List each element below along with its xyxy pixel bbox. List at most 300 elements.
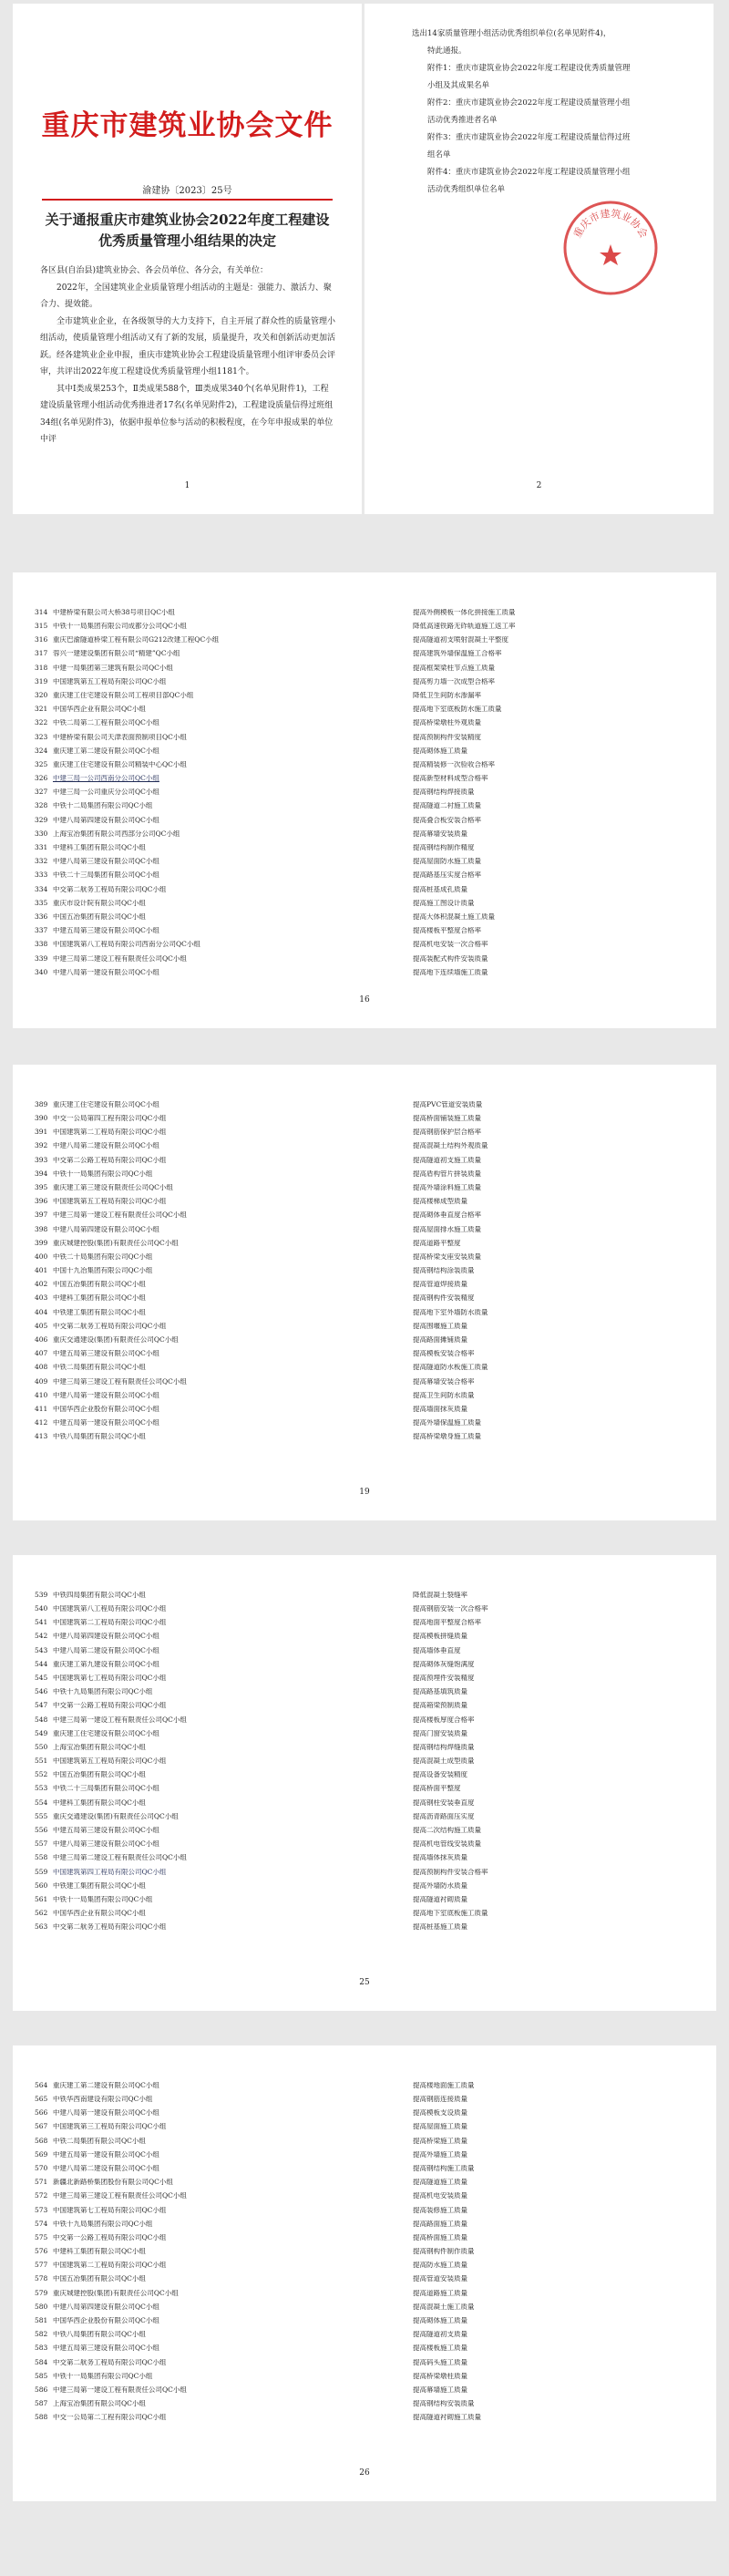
group-name: 中建八局第一建设有限公司QC小组 (53, 2109, 159, 2117)
list-row (35, 910, 694, 923)
page-number: 2 (536, 481, 542, 490)
list-row (35, 1740, 694, 1754)
list-row (35, 1209, 694, 1222)
list-row (35, 2383, 694, 2396)
list-row (35, 2396, 694, 2410)
project-topic: 提高钢结构施工质量 (413, 2164, 475, 2172)
list-row (35, 2300, 694, 2313)
group-name: 中国华西企业股份有限公司QC小组 (53, 1405, 159, 1413)
row-number: 330 (35, 829, 48, 838)
project-topic: 提高砌体灰缝饱满度 (413, 1660, 475, 1668)
page-number: 19 (359, 1488, 370, 1497)
row-number: 319 (35, 676, 48, 685)
list-row (35, 1139, 694, 1153)
project-topic: 降低高速铁路无砟轨道施工返工率 (413, 623, 516, 630)
row-number: 553 (35, 1784, 48, 1793)
group-name: 中建五局第三建设有限公司QC小组 (53, 2344, 159, 2352)
group-name: 中建八局第二建设有限公司QC小组 (53, 1142, 159, 1149)
row-number: 408 (35, 1363, 48, 1372)
group-name: 中建八局第一建设有限公司QC小组 (53, 968, 159, 976)
row-number: 563 (35, 1922, 48, 1932)
project-topic: 提高道路平整度 (413, 1239, 461, 1247)
project-topic: 提高墙面抹灰质量 (413, 1405, 467, 1413)
list-page-19 (13, 1065, 716, 1520)
decision-title (38, 210, 336, 252)
list-row (35, 1726, 694, 1740)
group-name: 中国建筑第二工程局有限公司QC小组 (53, 2262, 167, 2269)
list-row (35, 619, 694, 633)
group-name: 重庆巴渝隧道桥梁工程有限公司G212改建工程QC小组 (53, 636, 220, 644)
group-name: 中建三局第二建设工程有限责任公司QC小组 (53, 1854, 187, 1861)
group-name: 上海宝冶集团有限公司QC小组 (53, 1743, 146, 1751)
group-name: 中铁建工集团有限公司QC小组 (53, 1308, 146, 1316)
row-number: 569 (35, 2149, 48, 2159)
project-topic: 提高施工图设计质量 (413, 899, 475, 907)
list-row (35, 1236, 694, 1250)
project-topic: 提高PVC管道安装质量 (413, 1100, 483, 1108)
attachment-line: 附件2：重庆市建筑业协会2022年度工程建设质量管理小组 (427, 98, 631, 108)
row-number: 392 (35, 1141, 48, 1150)
list-row (35, 2161, 694, 2175)
results-list (35, 1588, 694, 1934)
row-number: 407 (35, 1349, 48, 1358)
group-name: 中建科工集团有限公司QC小组 (53, 1798, 146, 1807)
project-topic: 提高钢结构安装质量 (413, 2400, 475, 2407)
row-number: 565 (35, 2095, 48, 2104)
project-topic: 提高路基填筑质量 (413, 1688, 467, 1695)
list-row (35, 854, 694, 868)
group-name: 中铁四局集团有限公司QC小组 (53, 1591, 146, 1599)
group-name: 中建八局第一建设有限公司QC小组 (53, 1391, 159, 1399)
project-topic: 提高钢构件安装精度 (413, 1294, 475, 1302)
list-row (35, 938, 694, 952)
project-topic: 提高钢筋保护层合格率 (413, 1128, 481, 1136)
group-name: 中铁二局集团有限公司QC小组 (53, 2137, 146, 2145)
project-topic: 提高地下室外墙防水质量 (413, 1308, 488, 1316)
group-name: 重庆城建控股(集团)有限责任公司QC小组 (53, 1239, 179, 1247)
decision-title-line2: 优秀质量管理小组结果的决定 (98, 232, 276, 249)
project-topic: 提高机电管线安装质量 (413, 1840, 481, 1848)
project-topic: 提高二次结构施工质量 (413, 1827, 481, 1834)
group-name: 重庆建工第三建设有限责任公司QC小组 (53, 1183, 173, 1191)
list-row (35, 1153, 694, 1167)
list-row (35, 1865, 694, 1879)
row-number: 403 (35, 1293, 48, 1303)
continuation-line: 选出14家质量管理小组活动优秀组织单位(名单见附件4)， (412, 29, 611, 38)
list-row (35, 1361, 694, 1375)
group-name: 中铁八局集团有限公司QC小组 (53, 2331, 146, 2338)
group-name: 中建八局第四建设有限公司QC小组 (53, 1633, 159, 1640)
row-number: 541 (35, 1618, 48, 1627)
row-number: 320 (35, 690, 48, 699)
group-name: 中建三局第一建设工程有限责任公司QC小组 (53, 1211, 187, 1219)
row-number: 326 (35, 774, 48, 783)
list-row (35, 2120, 694, 2134)
group-name: 中国建筑第七工程局有限公司QC小组 (53, 1674, 167, 1682)
row-number: 389 (35, 1099, 48, 1108)
list-row (35, 633, 694, 646)
row-number: 331 (35, 843, 48, 852)
project-topic: 提高楼地面施工质量 (413, 2081, 475, 2089)
project-topic: 提高沥青路面压实度 (413, 1812, 475, 1820)
list-row (35, 1796, 694, 1809)
page-number: 16 (359, 995, 370, 1005)
list-row (35, 2231, 694, 2244)
group-name: 中铁二十三局集团有限公司QC小组 (53, 871, 159, 879)
list-row (35, 1388, 694, 1402)
group-name: 新疆北新路桥集团股份有限公司QC小组 (53, 2179, 173, 2186)
list-row (35, 605, 694, 619)
list-row (35, 952, 694, 965)
list-row (35, 2134, 694, 2148)
red-divider (42, 199, 333, 201)
row-number: 327 (35, 788, 48, 797)
project-topic: 提高砌体施工质量 (413, 747, 467, 755)
row-number: 337 (35, 926, 48, 935)
row-number: 568 (35, 2136, 48, 2145)
row-number: 543 (35, 1645, 48, 1654)
project-topic: 提高框架梁柱节点施工质量 (413, 664, 495, 672)
project-topic: 提高叠合板安装合格率 (413, 816, 481, 824)
project-topic: 提高门窗安装质量 (413, 1729, 467, 1737)
seal-text: 重庆市建筑业协会 (570, 207, 651, 241)
row-number: 390 (35, 1114, 48, 1123)
project-topic: 提高设备安装精度 (413, 1771, 467, 1778)
group-name: 中交第二公路工程局有限公司QC小组 (53, 1156, 167, 1164)
attachment-line: 附件3：重庆市建筑业协会2022年度工程建设质量信得过班 (427, 133, 631, 142)
group-name: 中建三局第一建设工程有限责任公司QC小组 (53, 2385, 187, 2394)
list-row (35, 2244, 694, 2258)
row-number: 540 (35, 1604, 48, 1613)
project-topic: 提高模板支设质量 (413, 2109, 467, 2117)
group-name: 上海宝冶集团有限公司QC小组 (53, 2400, 146, 2407)
project-topic: 提高预埋件安装精度 (413, 1674, 475, 1682)
group-name: 中交第二航务工程局有限公司QC小组 (53, 1322, 167, 1330)
list-row (35, 702, 694, 716)
list-row (35, 2217, 694, 2231)
group-name: 中国建筑第八工程局有限公司西南分公司QC小组 (53, 941, 200, 948)
row-number: 548 (35, 1715, 48, 1724)
row-number: 394 (35, 1169, 48, 1178)
list-row (35, 1921, 694, 1934)
list-row (35, 1615, 694, 1629)
group-name: 中国建筑第七工程局有限公司QC小组 (53, 2206, 167, 2214)
row-number: 551 (35, 1757, 48, 1766)
page-number: 25 (359, 1978, 370, 1987)
project-topic: 提高外侧模板一体化拼接施工质量 (413, 608, 516, 616)
list-row (35, 2175, 694, 2189)
group-name: 重庆交通建设(集团)有限责任公司QC小组 (53, 1336, 179, 1344)
group-name: 中国建筑第三工程局有限公司QC小组 (53, 2123, 167, 2130)
list-row (35, 1851, 694, 1865)
list-row (35, 1222, 694, 1236)
group-name: 重庆建工住宅建设有限公司QC小组 (53, 1100, 159, 1108)
group-name: 中铁二局第二工程有限公司QC小组 (53, 719, 159, 726)
project-topic: 提高楼板平整度合格率 (413, 927, 481, 934)
list-row (35, 2369, 694, 2383)
list-row (35, 1277, 694, 1291)
list-row (35, 799, 694, 813)
row-number: 317 (35, 649, 48, 658)
project-topic: 提高精装修一次验收合格率 (413, 760, 495, 768)
row-number: 564 (35, 2080, 48, 2089)
project-topic: 提高外墙保温施工质量 (413, 1419, 481, 1427)
project-topic: 提高屋面防水施工质量 (413, 858, 481, 865)
row-number: 316 (35, 635, 48, 644)
project-topic: 提高钢结构涂装质量 (413, 1267, 475, 1274)
row-number: 573 (35, 2205, 48, 2214)
group-name: 中铁十九局集团有限公司QC小组 (53, 2220, 153, 2228)
list-page-26 (13, 2045, 716, 2501)
list-row (35, 1754, 694, 1767)
row-number: 405 (35, 1321, 48, 1330)
list-row (35, 2355, 694, 2369)
list-row (35, 923, 694, 937)
row-number: 393 (35, 1155, 48, 1164)
project-topic: 提高桥梁墩柱质量 (413, 2372, 467, 2380)
list-row (35, 2078, 694, 2092)
row-number: 586 (35, 2385, 48, 2394)
group-name: 蓉兴一建建设集团有限公司“精建”QC小组 (53, 650, 180, 657)
group-name: 中国华西企业股份有限公司QC小组 (53, 2317, 159, 2324)
list-row (35, 2327, 694, 2341)
group-name: 中铁二局集团有限公司QC小组 (53, 1364, 146, 1371)
row-number: 567 (35, 2122, 48, 2131)
row-number: 577 (35, 2261, 48, 2270)
row-number: 400 (35, 1252, 48, 1261)
list-row (35, 2148, 694, 2161)
continuation-page (364, 4, 714, 514)
list-row (35, 1879, 694, 1892)
attachment-line: 小组及其成果名单 (427, 81, 490, 90)
project-topic: 提高楼梯成型质量 (413, 1198, 467, 1205)
project-topic: 提高大体积混凝土施工质量 (413, 912, 495, 921)
group-name: 中建八局第二建设有限公司QC小组 (53, 2164, 159, 2172)
list-row (35, 1346, 694, 1360)
row-number: 585 (35, 2371, 48, 2380)
group-name: 中建桥梁有限公司大桥38号项目QC小组 (53, 608, 175, 616)
attachment-line: 附件4：重庆市建筑业协会2022年度工程建设质量管理小组 (427, 168, 631, 177)
project-topic: 提高隧道衬砌施工质量 (413, 2414, 481, 2421)
page-number: 26 (359, 2468, 370, 2478)
row-number: 396 (35, 1197, 48, 1206)
row-number: 580 (35, 2302, 48, 2311)
list-page-25 (13, 1555, 716, 2011)
list-page-16 (13, 572, 716, 1028)
list-row (35, 1823, 694, 1837)
group-name: 重庆建工第九建设有限公司QC小组 (53, 1660, 159, 1668)
list-row (35, 1416, 694, 1429)
project-topic: 提高地下连续墙施工质量 (413, 968, 488, 976)
row-number: 340 (35, 967, 48, 976)
document-number: 渝建协〔2023〕25号 (142, 186, 232, 196)
group-name: 中建三局第三建设工程有限责任公司QC小组 (53, 1377, 187, 1386)
project-topic: 提高钢筋连接质量 (413, 2096, 467, 2103)
list-row (35, 2258, 694, 2272)
project-topic: 提高砌体垂直度合格率 (413, 1211, 481, 1219)
row-number: 557 (35, 1839, 48, 1849)
list-row (35, 688, 694, 702)
list-row (35, 840, 694, 854)
project-topic: 提高地下室底板防水施工质量 (413, 706, 502, 713)
row-number: 574 (35, 2219, 48, 2228)
project-topic: 提高路面施工质量 (413, 2220, 467, 2228)
list-row (35, 1671, 694, 1685)
list-row (35, 1319, 694, 1333)
list-row (35, 896, 694, 910)
list-row (35, 1305, 694, 1319)
row-number: 409 (35, 1376, 48, 1386)
group-name: 中建八局第三建设有限公司QC小组 (53, 858, 159, 865)
row-number: 556 (35, 1826, 48, 1835)
group-name: 重庆建工住宅建设有限公司QC小组 (53, 1729, 159, 1737)
list-row (35, 2203, 694, 2217)
group-name: 中建八局第四建设有限公司QC小组 (53, 1225, 159, 1233)
list-row (35, 2313, 694, 2327)
list-row (35, 716, 694, 730)
row-number: 578 (35, 2274, 48, 2283)
row-number: 561 (35, 1894, 48, 1903)
group-name: 中交一公局第二工程有限公司QC小组 (53, 2414, 167, 2421)
group-name: 中建科工集团有限公司QC小组 (53, 2248, 146, 2255)
list-row (35, 1809, 694, 1823)
group-name: 中建三局第三建设工程有限责任公司QC小组 (53, 2192, 187, 2200)
list-row (35, 1263, 694, 1277)
group-name: 中建三局一公司重庆分公司QC小组 (53, 788, 159, 796)
row-number: 411 (35, 1404, 48, 1413)
row-number: 324 (35, 746, 48, 755)
list-row (35, 2272, 694, 2286)
project-topic: 提高桩基成孔质量 (413, 885, 467, 893)
group-name: 中建八局第四建设有限公司QC小组 (53, 2303, 159, 2311)
project-topic: 提高预制构件安装合格率 (413, 1868, 488, 1876)
group-name: 中铁十一局集团有限公司QC小组 (53, 1170, 153, 1178)
project-topic: 提高建筑外墙保温施工合格率 (413, 650, 502, 657)
project-topic: 提高路基压实度合格率 (413, 871, 481, 879)
project-topic: 提高楼板厚度合格率 (413, 1716, 475, 1724)
list-row (35, 1194, 694, 1208)
group-name: 中国华西企业有限公司QC小组 (53, 706, 146, 713)
project-topic: 提高桥梁施工质量 (413, 2137, 467, 2145)
row-number: 554 (35, 1798, 48, 1807)
list-row (35, 1375, 694, 1388)
project-topic: 提高钢结构制作精度 (413, 844, 475, 851)
group-name: 中建五局第一建设有限公司QC小组 (53, 1419, 159, 1427)
project-topic: 提高模板安装合格率 (413, 1350, 475, 1357)
project-topic: 降低卫生间防水渗漏率 (413, 691, 481, 699)
row-number: 391 (35, 1128, 48, 1137)
row-number: 338 (35, 940, 48, 949)
row-number: 314 (35, 607, 48, 616)
row-number: 398 (35, 1224, 48, 1233)
list-row (35, 1906, 694, 1920)
results-list (35, 2078, 694, 2425)
project-topic: 提高钢构件制作质量 (413, 2248, 475, 2255)
group-name: 中铁十九局集团有限公司QC小组 (53, 1688, 153, 1695)
project-topic: 提高预制构件安装精度 (413, 733, 481, 741)
group-name: 中建八局第二建设有限公司QC小组 (53, 1646, 159, 1654)
project-topic: 提高地下室底板施工质量 (413, 1910, 488, 1917)
salutation: 各区县(自治县)建筑业协会、各会员单位、各分会，有关单位： (40, 266, 269, 275)
project-topic: 提高隧道初支喷射混凝土平整度 (413, 636, 508, 644)
row-number: 323 (35, 732, 48, 741)
row-number: 412 (35, 1418, 48, 1427)
group-name: 重庆交通建设(集团)有限责任公司QC小组 (53, 1812, 179, 1820)
project-topic: 提高隧道防水板施工质量 (413, 1364, 488, 1371)
group-name: 重庆市设计院有限公司QC小组 (53, 899, 146, 907)
row-number: 401 (35, 1266, 48, 1275)
project-topic: 提高外墙防水质量 (413, 1881, 467, 1890)
paragraph: 其中Ⅰ类成果253个，Ⅱ类成果588个，Ⅲ类成果340个(名单见附件1)，工程建设质量管理小组活动优秀推进者17名(名单见附件2)，工程建设质量信得过班组34组(名单见附件3)，依据申报单位参与活动的积极程度，在今年申报成果的单位中评 (40, 384, 334, 444)
attachment-line: 组名单 (427, 150, 451, 160)
project-topic: 提高墙体抹灰质量 (413, 1854, 467, 1861)
row-number: 335 (35, 898, 48, 907)
project-topic: 提高砌体施工质量 (413, 2317, 467, 2324)
group-name: 重庆建工住宅建设有限公司工程项目部QC小组 (53, 691, 194, 699)
row-number: 576 (35, 2247, 48, 2256)
row-number: 544 (35, 1659, 48, 1668)
group-name: 中国五冶集团有限公司QC小组 (53, 2275, 146, 2282)
row-number: 328 (35, 801, 48, 810)
group-name: 中国华西企业有限公司QC小组 (53, 1910, 146, 1917)
project-topic: 提高外墙涂料施工质量 (413, 1183, 481, 1191)
paragraph: 全市建筑业企业，在各级领导的大力支持下，自主开展了群众性的质量管理小组活动，使质量管理小组活动又有了新的发展，质量提升，攻关和创新活动更加活跃。经各建筑业企业申报，重庆市建筑业协会工程建设质量管理小组评审委员会评审，共评出2022年度工程建设优秀质量管理小组1181个。 (40, 316, 336, 376)
list-row (35, 757, 694, 771)
row-number: 587 (35, 2399, 48, 2408)
results-list (35, 1097, 694, 1444)
row-number: 413 (35, 1432, 48, 1441)
project-topic: 提高外墙施工质量 (413, 2150, 467, 2159)
group-name: 中建五局第一建设有限公司QC小组 (53, 2150, 159, 2159)
row-number: 397 (35, 1211, 48, 1220)
list-row (35, 1837, 694, 1850)
list-row (35, 647, 694, 661)
list-row (35, 965, 694, 979)
project-topic: 提高隧道初支施工质量 (413, 1156, 481, 1164)
row-number: 334 (35, 884, 48, 893)
project-topic: 提高装配式构件安装质量 (413, 954, 488, 963)
list-row (35, 1167, 694, 1180)
project-topic: 提高隧道施工质量 (413, 2179, 467, 2186)
project-topic: 提高钢结构焊接质量 (413, 788, 475, 796)
project-topic: 提高路面摊铺质量 (413, 1336, 467, 1344)
list-row (35, 1402, 694, 1416)
row-number: 555 (35, 1811, 48, 1820)
list-row (35, 1602, 694, 1615)
project-topic: 提高管道安装质量 (413, 2275, 467, 2282)
project-topic: 提高防水施工质量 (413, 2262, 467, 2269)
row-number: 547 (35, 1701, 48, 1710)
project-topic: 提高码头施工质量 (413, 2358, 467, 2366)
project-topic: 提高地面平整度合格率 (413, 1619, 481, 1626)
group-name: 中国建筑第五工程局有限公司QC小组 (53, 1757, 167, 1765)
list-row (35, 1713, 694, 1726)
list-row (35, 1892, 694, 1906)
row-number: 399 (35, 1238, 48, 1247)
project-topic: 提高桥梁支座安装质量 (413, 1252, 481, 1261)
project-topic: 提高管道焊接质量 (413, 1281, 467, 1288)
list-row (35, 1111, 694, 1125)
paragraph: 2022年，全国建筑业企业质量管理小组活动的主题是：强能力、激活力、聚合力、提效能。 (40, 283, 332, 309)
project-topic: 提高混凝土施工质量 (413, 2303, 475, 2311)
project-topic: 提高机电安装质量 (413, 2192, 467, 2200)
results-list (35, 605, 694, 979)
group-name: 重庆建工住宅建设有限公司精装中心QC小组 (53, 760, 187, 768)
row-number: 570 (35, 2163, 48, 2172)
row-number: 318 (35, 663, 48, 672)
group-name: 中交第二航务工程局有限公司QC小组 (53, 1923, 167, 1931)
list-row (35, 1767, 694, 1781)
